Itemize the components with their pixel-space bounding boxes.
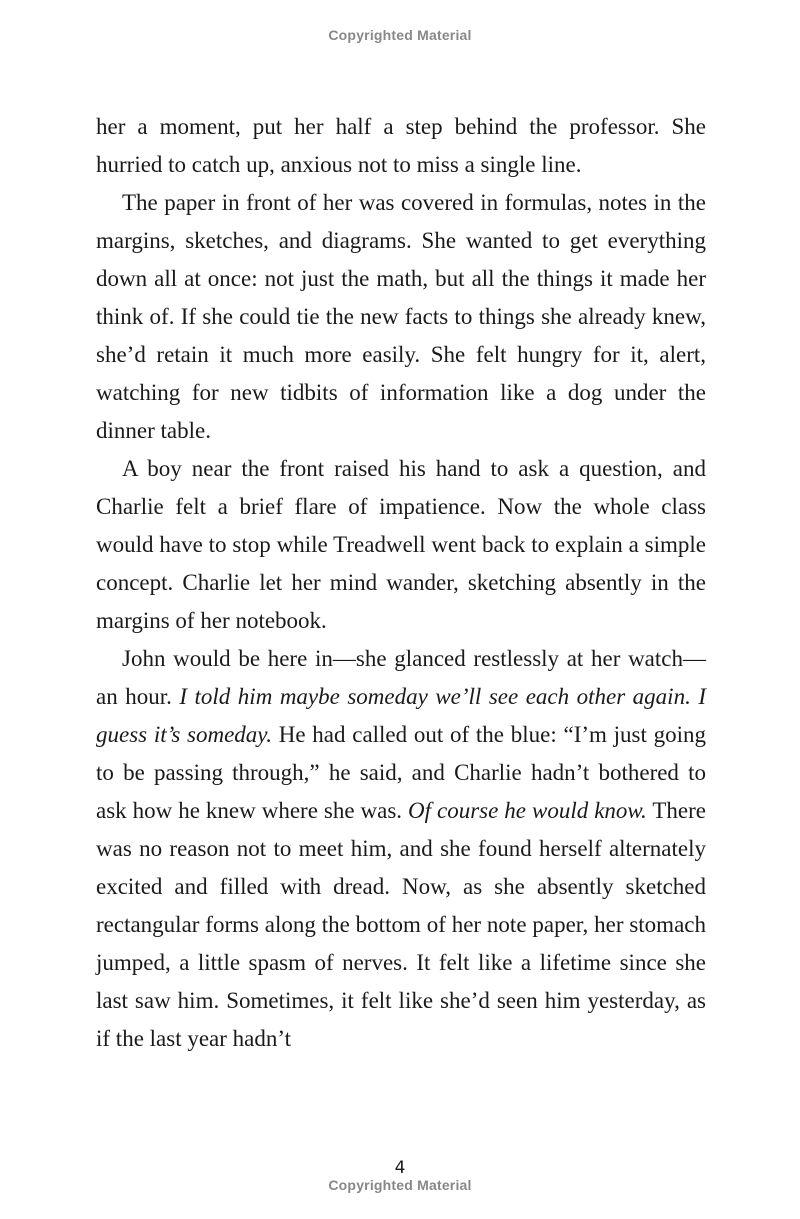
paragraph (96, 184, 706, 450)
italic-thought: Of course he would know. (408, 798, 647, 823)
paragraph-text: John would be here in—she glanced restlessly at her watch—an hour. (96, 646, 706, 709)
paragraph (96, 108, 706, 184)
copyright-watermark-bottom: Copyrighted Material (328, 1177, 472, 1193)
copyright-watermark-top: Copyrighted Material (328, 27, 472, 43)
page-body-text (96, 108, 706, 1058)
paragraph-text: her a moment, put her half a step behind the professor. She hurried to catch up, anxious not to miss a single line. (96, 114, 706, 177)
page-number: 4 (394, 1158, 406, 1178)
italic-thought: I told him maybe someday we’ll see each other again. I guess it’s someday. (96, 684, 706, 747)
paragraph (96, 450, 706, 640)
paragraph-text: There was no reason not to meet him, and she found herself alternately excited and filled with dread. Now, as she absently sketched rectangular forms along the bottom of her note paper, her stomach jumped, a little spasm of nerves. It felt like a lifetime since she last saw him. Sometimes, it felt like she’d seen him yesterday, as if the last year hadn’t (96, 798, 706, 1051)
paragraph (96, 640, 706, 1058)
paragraph-text: A boy near the front raised his hand to ask a question, and Charlie felt a brief flare of impatience. Now the whole class would have to stop while Treadwell went back to explain a simple concept. Charlie let her mind wander, sketching absently in the margins of her notebook. (96, 456, 706, 633)
paragraph-text: He had called out of the blue: “I’m just going to be passing through,” he said, and Charlie hadn’t bothered to ask how he knew where she was. (96, 722, 707, 823)
paragraph-text: The paper in front of her was covered in formulas, notes in the margins, sketches, and diagrams. She wanted to get everything down all at once: not just the math, but all the things it made her think of. If she could tie the new facts to things she already knew, she’d retain it much more easily. She felt hungry for it, alert, watching for new tidbits of information like a dog under the dinner table. (96, 190, 706, 443)
